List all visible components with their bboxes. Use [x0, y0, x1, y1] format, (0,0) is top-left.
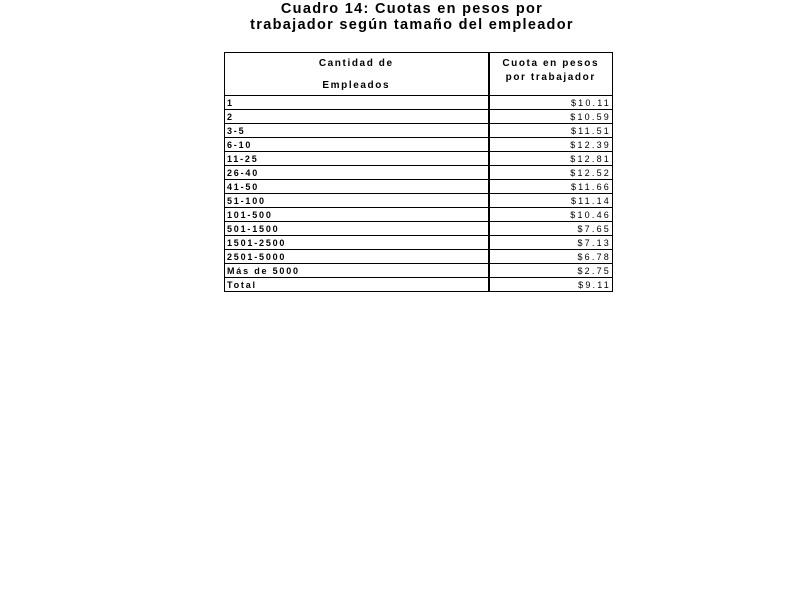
table-header-row [225, 53, 613, 96]
cuota-cell: $10.46 [489, 208, 613, 222]
header-col1-line2: Empleados [322, 80, 391, 91]
header-col2-line2: por trabajador [505, 72, 596, 83]
cuota-cell: $7.13 [489, 236, 613, 250]
header-cuota-por-trabajador [489, 53, 613, 96]
table-row [225, 236, 613, 250]
cuota-cell: $12.81 [489, 152, 613, 166]
cuota-cell: $2.75 [489, 264, 613, 278]
cuota-cell: $7.65 [489, 222, 613, 236]
table-row [225, 180, 613, 194]
cantidad-cell: 101-500 [225, 208, 489, 222]
cuota-cell: $12.52 [489, 166, 613, 180]
table-row [225, 264, 613, 278]
table-row [225, 222, 613, 236]
table-row [225, 124, 613, 138]
table-row [225, 166, 613, 180]
table-row [225, 208, 613, 222]
cuota-cell: $6.78 [489, 250, 613, 264]
table-row [225, 250, 613, 264]
cantidad-cell: 1 [225, 96, 489, 110]
cuota-cell: $10.11 [489, 96, 613, 110]
total-row [225, 278, 613, 292]
cuota-cell: $10.59 [489, 110, 613, 124]
cuota-cell: $11.66 [489, 180, 613, 194]
cuota-cell: $11.51 [489, 124, 613, 138]
table-row [225, 110, 613, 124]
header-cantidad-empleados [225, 53, 489, 96]
document-title [200, 1, 624, 33]
cantidad-cell: 26-40 [225, 166, 489, 180]
table-row [225, 96, 613, 110]
header-col1-line1: Cantidad de [318, 58, 394, 69]
cantidad-cell: 2 [225, 110, 489, 124]
cantidad-cell: 41-50 [225, 180, 489, 194]
table-row [225, 152, 613, 166]
cuota-cell: $9.11 [489, 278, 613, 292]
quota-table [224, 52, 613, 292]
cantidad-cell: 3-5 [225, 124, 489, 138]
cantidad-cell: Total [225, 278, 489, 292]
cuota-cell: $12.39 [489, 138, 613, 152]
title-line-1: Cuadro 14: Cuotas en pesos por [280, 1, 544, 17]
header-col2-line1: Cuota en pesos [502, 58, 600, 69]
table-row [225, 138, 613, 152]
cantidad-cell: 2501-5000 [225, 250, 489, 264]
cantidad-cell: 501-1500 [225, 222, 489, 236]
cantidad-cell: 6-10 [225, 138, 489, 152]
table-row [225, 194, 613, 208]
cantidad-cell: 1501-2500 [225, 236, 489, 250]
cuota-cell: $11.14 [489, 194, 613, 208]
cantidad-cell: 51-100 [225, 194, 489, 208]
title-line-2: trabajador según tamaño del empleador [250, 17, 574, 33]
cantidad-cell: 11-25 [225, 152, 489, 166]
cantidad-cell: Más de 5000 [225, 264, 489, 278]
